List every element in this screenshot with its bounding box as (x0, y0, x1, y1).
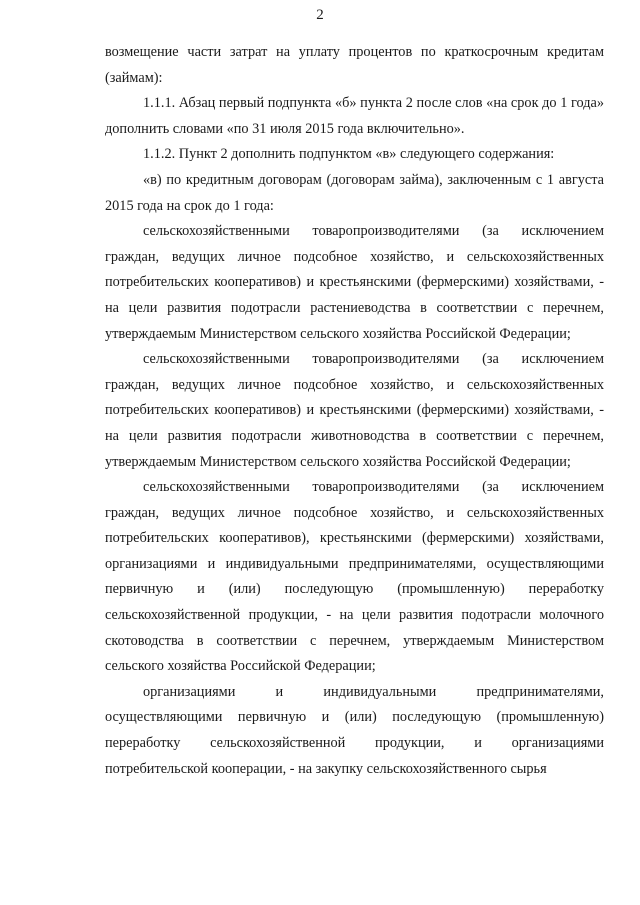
document-body (105, 40, 604, 782)
paragraph-continuation: возмещение части затрат на уплату процентов по краткосрочным кредитам (займам): (105, 44, 604, 86)
paragraph-crop-production: сельскохозяйственными товаропроизводителями (за исключением граждан, ведущих личное подсобное хозяйство, и сельскохозяйственных потребительских кооперативов) и крестьянскими (фермерскими) хозяйствами, - на цели развития подотрасли растениеводства в соответствии с перечнем, утверждаемым Министерством сельского хозяйства Российской Федерации; (105, 223, 604, 342)
paragraph-item-1-1-2: 1.1.2. Пункт 2 дополнить подпунктом «в» следующего содержания: (143, 146, 555, 163)
paragraph-subitem-v: «в) по кредитным договорам (договорам займа), заключенным с 1 августа 2015 года на срок до 1 года: (105, 171, 604, 214)
paragraph-raw-materials: организациями и индивидуальными предпринимателями, осуществляющими первичную и (или) последующую (промышленную) переработку сельскохозяйственной продукции, и организациями потребительской кооперации, - на закупку сельскохозяйственного сырья (105, 683, 604, 777)
paragraph-dairy-cattle: сельскохозяйственными товаропроизводителями (за исключением граждан, ведущих личное подсобное хозяйство, и сельскохозяйственных потребительских кооперативов), крестьянскими (фермерскими) хозяйствами, организациями и индивидуальными предпринимателями, осуществляющими первичную и (или) последующую (промышленную) переработку сельскохозяйственной продукции, - на цели развития подотрасли молочного скотоводства в соответствии с перечнем, утверждаемым Министерством сельского хозяйства Российской Федерации; (105, 479, 604, 675)
paragraph-livestock: сельскохозяйственными товаропроизводителями (за исключением граждан, ведущих личное подсобное хозяйство, и сельскохозяйственных потребительских кооперативов) и крестьянскими (фермерскими) хозяйствами, - на цели развития подотрасли животноводства в соответствии с перечнем, утверждаемым Министерством сельского хозяйства Российской Федерации; (105, 351, 604, 470)
paragraph-item-1-1-1: 1.1.1. Абзац первый подпункта «б» пункта 2 после слов «на срок до 1 года» дополнить словами «по 31 июля 2015 года включительно». (105, 95, 604, 137)
page-number: 2 (316, 7, 324, 23)
